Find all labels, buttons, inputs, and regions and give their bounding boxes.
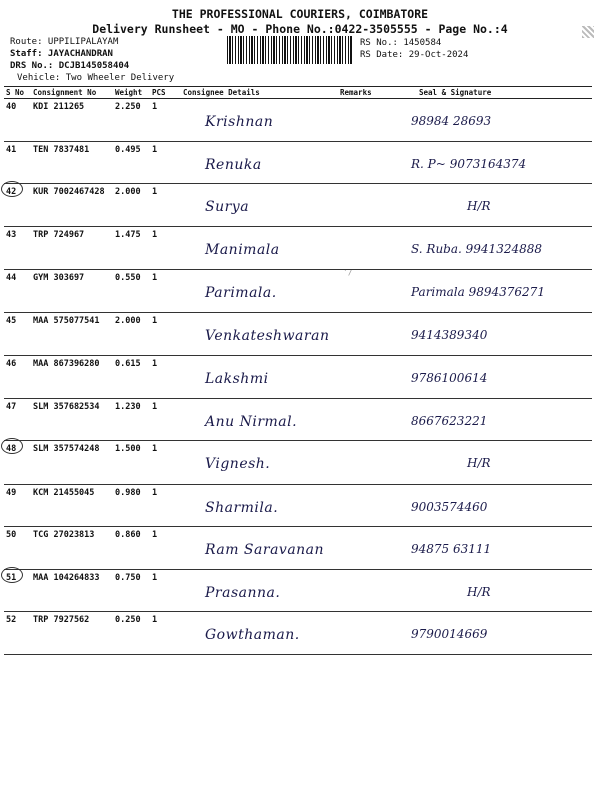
- row-weight: 0.750: [113, 569, 150, 612]
- row-consignment-no: MAA 575077541: [31, 312, 113, 356]
- table-row: [4, 184, 592, 227]
- signature-text: 8667623221: [411, 413, 488, 428]
- signature-text: H/R: [467, 199, 491, 213]
- row-weight: 2.250: [113, 99, 150, 142]
- sno-value: 47: [6, 401, 17, 412]
- rs-number: RS No.: 1450584: [360, 38, 442, 48]
- row-sno: [4, 356, 31, 399]
- handwritten-signature: [397, 102, 590, 128]
- col-consignee: Consignee Details: [181, 87, 338, 99]
- sno-value: 43: [6, 229, 17, 240]
- row-signature: [395, 270, 592, 313]
- table-row: [4, 398, 592, 441]
- row-remarks: [338, 569, 395, 612]
- signature-text: 9786100614: [411, 371, 488, 385]
- row-signature: [395, 141, 592, 184]
- row-weight: 0.860: [113, 527, 150, 570]
- row-consignee-handwritten: Surya: [181, 184, 338, 227]
- vehicle-label: Vehicle: Two Wheeler Delivery: [17, 73, 175, 83]
- sno-value: 40: [6, 102, 17, 112]
- row-sno: [4, 270, 31, 313]
- row-remarks: [338, 484, 395, 527]
- company-title: THE PROFESSIONAL COURIERS, COIMBATORE: [171, 7, 429, 21]
- row-consignment-no: KUR 7002467428: [31, 184, 113, 227]
- pen-circle-mark: [1, 181, 23, 197]
- table-row: [4, 356, 592, 399]
- col-remarks: Remarks: [338, 87, 395, 99]
- row-sno: [4, 312, 31, 356]
- row-sno: [4, 398, 31, 441]
- signature-text: 9790014669: [411, 627, 488, 641]
- row-consignee-handwritten: Krishnan: [181, 99, 338, 142]
- row-consignee-handwritten: Manimala: [181, 226, 338, 270]
- sno-value: 50: [6, 530, 17, 540]
- row-weight: 0.250: [113, 612, 150, 655]
- table-row: [4, 141, 592, 184]
- handwritten-signature: [397, 187, 590, 213]
- row-signature: [395, 184, 592, 227]
- row-consignment-no: KCM 21455045: [31, 484, 113, 527]
- col-consignment: Consignment No: [31, 87, 113, 99]
- row-pcs: 1: [150, 398, 181, 441]
- handwritten-signature: [397, 359, 590, 385]
- row-sno: [4, 441, 31, 485]
- row-pcs: 1: [150, 141, 181, 184]
- table-row: [4, 226, 592, 270]
- row-signature: [395, 398, 592, 441]
- row-remarks: [338, 612, 395, 655]
- row-weight: 1.230: [113, 398, 150, 441]
- row-consignee-handwritten: Prasanna.: [181, 569, 338, 612]
- signature-text: H/R: [467, 456, 491, 470]
- row-sno: [4, 99, 31, 142]
- handwritten-signature: [397, 273, 590, 299]
- row-pcs: 1: [150, 569, 181, 612]
- row-weight: 0.615: [113, 356, 150, 399]
- handwritten-signature: [397, 488, 590, 514]
- row-weight: 1.475: [113, 226, 150, 270]
- row-pcs: 1: [150, 612, 181, 655]
- col-pcs: PCS: [150, 87, 181, 99]
- row-remarks: [338, 270, 395, 313]
- signature-text: 98984 28693: [411, 114, 492, 128]
- pen-circle-mark: [1, 567, 23, 583]
- sno-value: 46: [6, 359, 17, 369]
- row-remarks: [338, 99, 395, 142]
- row-signature: [395, 612, 592, 655]
- table-row: [4, 569, 592, 612]
- row-pcs: 1: [150, 441, 181, 485]
- signature-text: S. Ruba. 9941324888: [411, 241, 542, 256]
- pen-circle-mark: [1, 438, 23, 454]
- row-consignment-no: TRP 724967: [31, 226, 113, 270]
- sno-value: 49: [6, 487, 17, 498]
- row-weight: 0.980: [113, 484, 150, 527]
- row-weight: 0.550: [113, 270, 150, 313]
- row-pcs: 1: [150, 312, 181, 356]
- row-signature: [395, 312, 592, 356]
- handwritten-signature: [397, 573, 590, 599]
- rs-date: RS Date: 29-Oct-2024: [360, 50, 469, 60]
- row-consignee-handwritten: Lakshmi: [181, 356, 338, 399]
- sno-value: 41: [6, 144, 17, 155]
- row-remarks: [338, 527, 395, 570]
- table-row: [4, 612, 592, 655]
- staff-label: Staff: JAYACHANDRAN: [10, 49, 113, 59]
- col-weight: Weight: [113, 87, 150, 99]
- table-row: [4, 527, 592, 570]
- handwritten-signature: [397, 615, 590, 641]
- signature-text: 94875 63111: [411, 542, 492, 556]
- drs-number: DRS No.: DCJB145058404: [10, 61, 130, 71]
- row-pcs: 1: [150, 270, 181, 313]
- signature-text: H/R: [467, 584, 491, 599]
- row-consignee-handwritten: Ram Saravanan: [181, 527, 338, 570]
- scan-mark-icon: [582, 26, 594, 38]
- row-sno: [4, 527, 31, 570]
- row-consignee-handwritten: Anu Nirmal.: [181, 398, 338, 441]
- table-header-row: [4, 87, 592, 99]
- table-row: [4, 99, 592, 142]
- row-sno: [4, 184, 31, 227]
- sno-value: 52: [6, 615, 17, 625]
- signature-scribble: R. P~: [411, 156, 446, 171]
- row-consignment-no: SLM 357574248: [31, 441, 113, 485]
- handwritten-signature: [397, 145, 590, 171]
- row-remarks: [338, 398, 395, 441]
- row-sno: [4, 226, 31, 270]
- signature-text: 9073164374: [449, 156, 527, 171]
- row-signature: [395, 226, 592, 270]
- row-consignee-handwritten: Renuka: [181, 141, 338, 184]
- table-row: [4, 270, 592, 313]
- sno-value: 51: [6, 572, 17, 583]
- route-label: Route: UPPILIPALAYAM: [10, 37, 119, 47]
- row-signature: [395, 99, 592, 142]
- row-pcs: 1: [150, 226, 181, 270]
- pencil-mark: ʾ/: [343, 268, 353, 277]
- row-signature: [395, 441, 592, 485]
- row-pcs: 1: [150, 99, 181, 142]
- row-consignment-no: GYM 303697: [31, 270, 113, 313]
- row-weight: 2.000: [113, 184, 150, 227]
- row-consignment-no: MAA 104264833: [31, 569, 113, 612]
- row-consignee-handwritten: Sharmila.: [181, 484, 338, 527]
- row-signature: [395, 527, 592, 570]
- signature-text: 9003574460: [411, 499, 488, 514]
- row-consignment-no: TRP 7927562: [31, 612, 113, 655]
- row-consignee-handwritten: Parimala.: [181, 270, 338, 313]
- sno-value: 44: [6, 273, 17, 283]
- row-consignee-handwritten: Venkateshwaran: [181, 312, 338, 356]
- col-sno: S No: [4, 87, 31, 99]
- barcode-icon: [227, 36, 353, 64]
- row-remarks: [338, 441, 395, 485]
- handwritten-signature: [397, 530, 590, 556]
- handwritten-signature: [397, 230, 590, 256]
- row-weight: 2.000: [113, 312, 150, 356]
- signature-text: 9414389340: [411, 327, 488, 342]
- row-consignment-no: TEN 7837481: [31, 141, 113, 184]
- row-signature: [395, 356, 592, 399]
- handwritten-signature: [397, 402, 590, 428]
- row-remarks: [338, 141, 395, 184]
- handwritten-signature: [397, 316, 590, 342]
- row-weight: 0.495: [113, 141, 150, 184]
- row-pcs: 1: [150, 356, 181, 399]
- handwritten-signature: [397, 444, 590, 470]
- table-row: [4, 312, 592, 356]
- row-consignment-no: TCG 27023813: [31, 527, 113, 570]
- row-pcs: 1: [150, 184, 181, 227]
- row-sno: [4, 569, 31, 612]
- row-remarks: [338, 226, 395, 270]
- sno-value: 48: [6, 444, 17, 454]
- runsheet-table: [4, 86, 592, 655]
- row-signature: [395, 484, 592, 527]
- row-consignee-handwritten: Vignesh.: [181, 441, 338, 485]
- signature-text: Parimala 9894376271: [411, 285, 545, 299]
- table-row: [4, 441, 592, 485]
- row-signature: [395, 569, 592, 612]
- row-sno: [4, 141, 31, 184]
- row-weight: 1.500: [113, 441, 150, 485]
- row-consignment-no: KDI 211265: [31, 99, 113, 142]
- row-sno: [4, 484, 31, 527]
- col-signature: Seal & Signature: [395, 87, 592, 99]
- row-consignment-no: MAA 867396280: [31, 356, 113, 399]
- row-remarks: [338, 184, 395, 227]
- row-remarks: [338, 356, 395, 399]
- sno-value: 42: [6, 187, 17, 197]
- runsheet-subtitle: Delivery Runsheet - MO - Phone No.:0422-3505555 - Page No.:4: [92, 22, 508, 36]
- row-consignment-no: SLM 357682534: [31, 398, 113, 441]
- row-consignee-handwritten: Gowthaman.: [181, 612, 338, 655]
- row-pcs: 1: [150, 484, 181, 527]
- row-sno: [4, 612, 31, 655]
- row-pcs: 1: [150, 527, 181, 570]
- row-remarks: [338, 312, 395, 356]
- sno-value: 45: [6, 315, 17, 326]
- table-row: [4, 484, 592, 527]
